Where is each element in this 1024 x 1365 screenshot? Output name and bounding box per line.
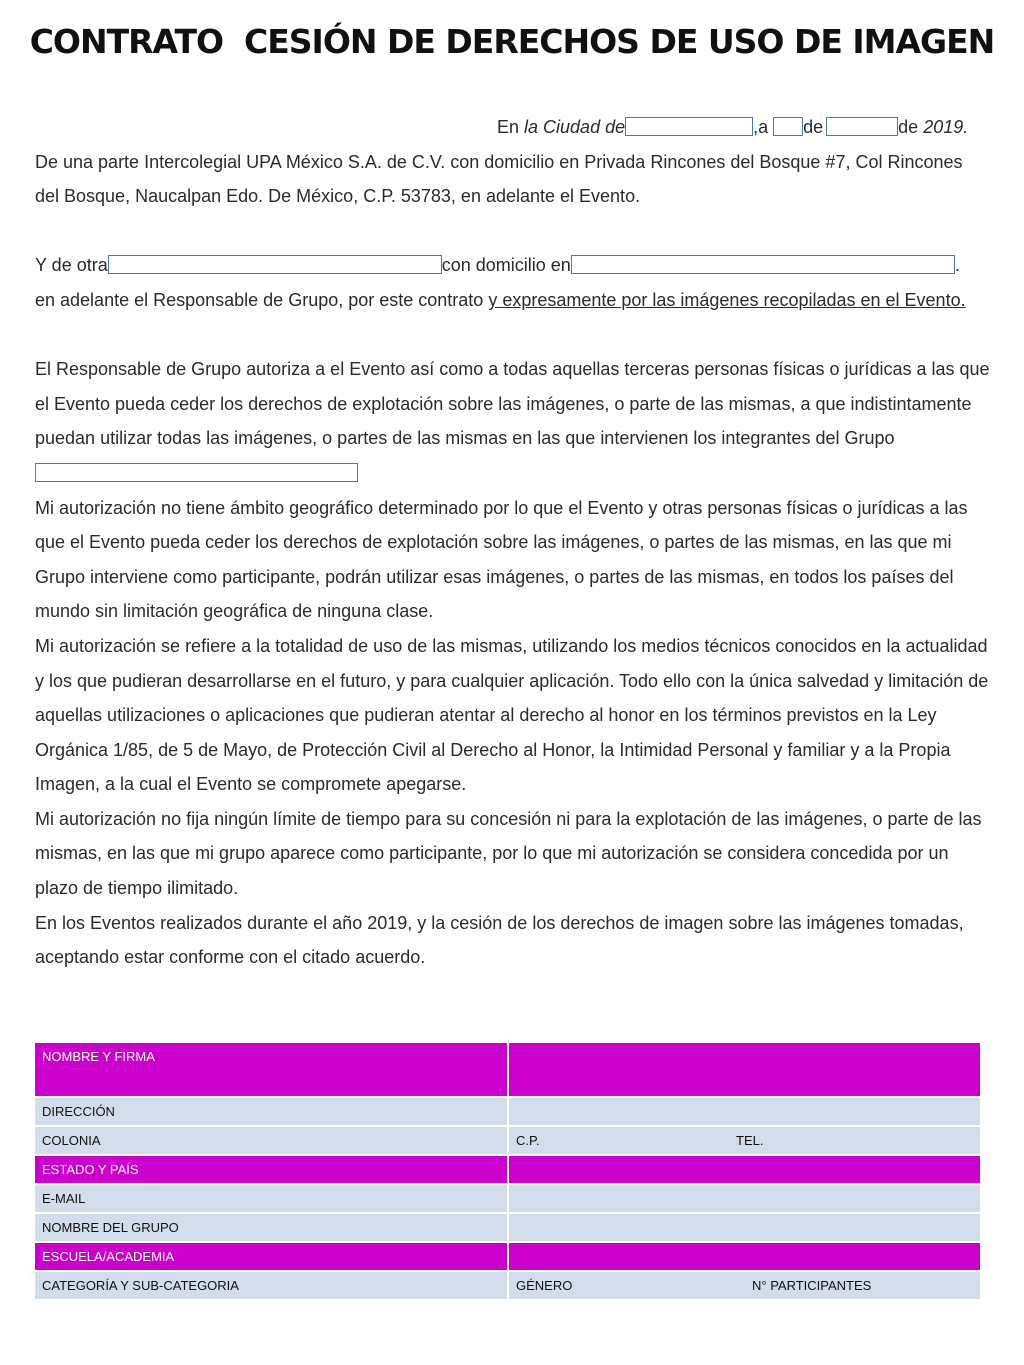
dateline-place: la Ciudad de [524,117,626,137]
input-nombre-grupo[interactable] [509,1214,982,1243]
contract-body [35,110,990,975]
paragraph-time: Mi autorización no fija ningún límite de tiempo para su concesión ni para la explotación de las imágenes, o parte de las mismas, en las que mi grupo aparece como participante, por lo que mi autorización se considera concedida por un plazo de tiempo ilimitado. [35,808,982,899]
paragraph-events: En los Eventos realizados durante el año 2019, y la cesión de los derechos de imagen sobre las imágenes tomadas, aceptando estar conforme con el citado acuerdo. [35,912,964,968]
input-escuela[interactable] [509,1243,982,1272]
input-genero-participantes[interactable] [509,1272,982,1301]
party2-text: en adelante el Responsable de Grupo, por este contrato [35,289,489,310]
paragraph-geographic: Mi autorización no tiene ámbito geográfico determinado por lo que el Evento y otras personas físicas o jurídicas a las que el Evento pueda ceder los derechos de explotación sobre las imágenes, o partes de las mismas, en las que mi Grupo interviene como participante, podrán utilizar esas imágenes, o partes de las mismas, en todos los países del mundo sin limitación geográfica de ninguna clase. [35,497,968,622]
paragraph-usage: Mi autorización se refiere a la totalidad de uso de las mismas, utilizando los medios técnicos conocidos en la actualidad y los que pudieran desarrollarse en el futuro, y para cualquier aplicación. Todo ello con la única salvedad y limitación de aquellas utilizaciones o aplicaciones que pudieran atentar al derecho al honor en los términos previstos en la Ley Orgánica 1/85, de 5 de Mayo, de Protección Civil al Derecho al Honor, la Intimidad Personal y familiar y a la Propia Imagen, a la cual el Evento se compromete apegarse. [35,635,989,795]
party2-paragraph [35,248,990,317]
label-colonia: COLONIA [35,1127,509,1156]
label-email: E-MAIL [35,1185,509,1214]
authorization-text: El Responsable de Grupo autoriza a el Evento así como a todas aquellas terceras personas físicas o jurídicas a las que el Evento pueda ceder los derechos de explotación sobre las imágenes, o parte de las mismas, a que indistintamente puedan utilizar todas las imágenes, o partes de las mismas en las que intervienen los integrantes del Grupo [35,359,990,449]
registration-form [35,1043,982,1301]
party1-paragraph: De una parte Intercolegial UPA México S.A. de C.V. con domicilio en Privada Rincones del Bosque #7, Col Rincones del Bosque, Naucalpan Edo. De México, C.P. 53783, en adelante el Evento. [35,151,963,207]
label-participantes: N° PARTICIPANTES [752,1278,872,1293]
row-categoria [35,1272,982,1301]
input-cp-tel[interactable] [509,1127,982,1156]
dateline-year: 2019. [923,117,969,137]
input-direccion[interactable] [509,1098,982,1127]
party2-underlined: y expresamente por las imágenes recopiladas en el Evento. [488,289,966,310]
label-nombre-grupo: NOMBRE DEL GRUPO [35,1214,509,1243]
label-genero: GÉNERO [516,1278,573,1293]
row-nombre-firma [35,1043,982,1098]
row-direccion [35,1098,982,1127]
dateline-de2: de [898,117,919,137]
row-nombre-grupo [35,1214,982,1243]
label-direccion: DIRECCIÓN [35,1098,509,1127]
authorization-paragraph [35,352,990,490]
document-title: CONTRATO CESIÓN DE DERECHOS DE USO DE IMAGEN [29,22,995,61]
dateline-a: ,a [753,117,769,137]
input-email[interactable] [509,1185,982,1214]
label-cp: C.P. [516,1133,540,1148]
party2-middle: con domicilio en [441,255,571,276]
label-nombre-firma: NOMBRE Y FIRMA [35,1043,509,1098]
city-field[interactable] [625,117,753,136]
dateline-prefix: En [497,117,525,137]
dateline [35,110,990,145]
label-estado-pais: ESTADO Y PAÍS [35,1156,509,1185]
row-estado-pais [35,1156,982,1185]
party2-end: . [954,255,960,276]
label-tel: TEL. [736,1133,764,1148]
input-estado-pais[interactable] [509,1156,982,1185]
row-email [35,1185,982,1214]
row-escuela [35,1243,982,1272]
input-nombre-firma[interactable] [509,1043,982,1098]
responsible-name-field[interactable] [108,255,442,274]
row-colonia [35,1127,982,1156]
month-field[interactable] [826,117,898,136]
party2-prefix: Y de otra [35,255,108,276]
label-categoria: CATEGORÍA Y SUB-CATEGORIA [35,1272,509,1301]
responsible-address-field[interactable] [571,255,955,274]
day-field[interactable] [773,117,803,136]
label-escuela: ESCUELA/ACADEMIA [35,1243,509,1272]
dateline-de1: de [803,117,824,137]
group-name-field[interactable] [35,463,358,482]
